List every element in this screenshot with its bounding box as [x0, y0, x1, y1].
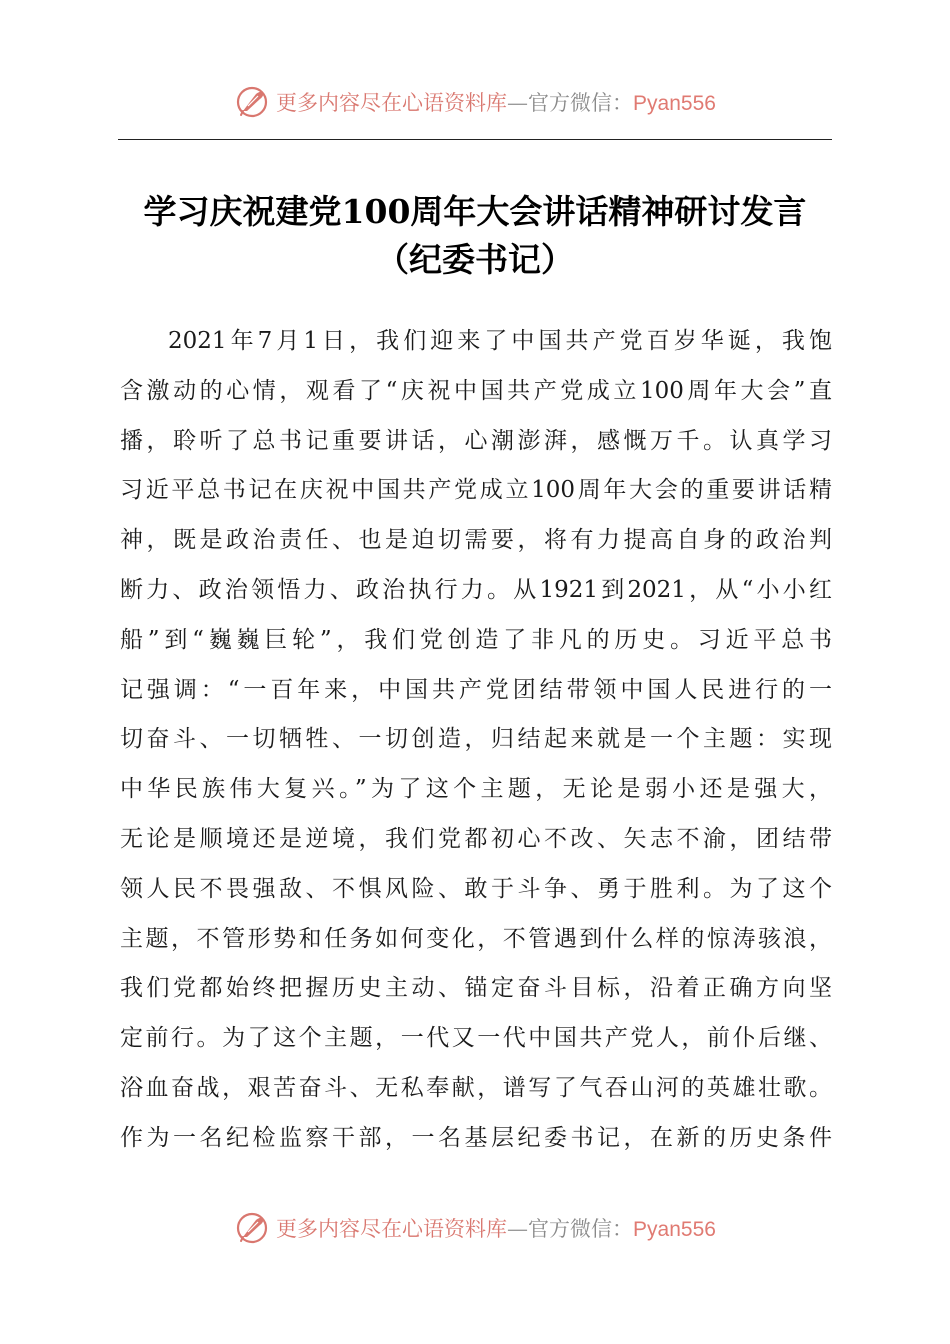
body-line: 播，聆听了总书记重要讲话，心潮澎湃，感慨万千。认真学习 — [120, 427, 832, 454]
footer-official-label: 官方微信： — [528, 1217, 634, 1241]
header-banner — [0, 82, 950, 122]
body-line: 作为一名纪检监察干部，一名基层纪委书记，在新的历史条件 — [120, 1124, 832, 1151]
document-title — [0, 188, 950, 284]
body-line: 领人民不畏强敌、不惧风险、敢于斗争、勇于胜利。为了这个 — [120, 875, 832, 902]
body-line: 定前行。为了这个主题，一代又一代中国共产党人，前仆后继、 — [120, 1025, 832, 1052]
header-official-label: 官方微信： — [528, 91, 634, 115]
title-line-2: （纪委书记） — [376, 240, 574, 279]
body-line: 我们党都始终把握历史主动、锚定奋斗目标，沿着正确方向坚 — [120, 975, 832, 1002]
quill-pen-logo-icon — [234, 1210, 270, 1246]
body-line: 断力、政治领悟力、政治执行力。从1921到2021，从“小小红 — [120, 576, 832, 603]
body-line: 切奋斗、一切牺牲、一切创造，归结起来就是一个主题：实现 — [120, 726, 832, 753]
body-line: 神，既是政治责任、也是迫切需要，将有力提高自身的政治判 — [120, 527, 832, 554]
body-line: 主题，不管形势和任务如何变化，不管遇到什么样的惊涛骇浪， — [120, 925, 832, 952]
body-line: 2021年7月1日，我们迎来了中国共产党百岁华诞，我饱 — [168, 328, 832, 354]
body-line: 习近平总书记在庆祝中国共产党成立100周年大会的重要讲话精 — [120, 477, 832, 504]
header-wechat-id: Pyan556 — [633, 92, 716, 115]
body-line: 中华民族伟大复兴。”为了这个主题，无论是弱小还是强大， — [120, 776, 832, 803]
header-separator: — — [507, 91, 529, 115]
footer-separator: — — [507, 1217, 529, 1241]
title-line-1: 学习庆祝建党100周年大会讲话精神研讨发言 — [143, 192, 807, 231]
document-body — [120, 317, 832, 1164]
footer-wechat-id: Pyan556 — [633, 1218, 716, 1241]
body-line: 船”到“巍巍巨轮”，我们党创造了非凡的历史。习近平总书 — [120, 626, 832, 653]
footer-banner — [0, 1208, 950, 1248]
body-line: 记强调：“一百年来，中国共产党团结带领中国人民进行的一 — [120, 676, 832, 703]
footer-banner-text — [276, 1213, 716, 1243]
header-brand: 更多内容尽在心语资料库 — [276, 91, 508, 115]
footer-brand: 更多内容尽在心语资料库 — [276, 1217, 508, 1241]
quill-pen-logo-icon — [234, 84, 270, 120]
header-rule — [118, 139, 832, 140]
body-line: 无论是顺境还是逆境，我们党都初心不改、矢志不渝，团结带 — [120, 825, 832, 852]
header-banner-text — [276, 87, 716, 117]
body-line: 浴血奋战，艰苦奋斗、无私奉献，谱写了气吞山河的英雄壮歌。 — [120, 1074, 832, 1101]
body-line: 含激动的心情，观看了“庆祝中国共产党成立100周年大会”直 — [120, 377, 832, 404]
